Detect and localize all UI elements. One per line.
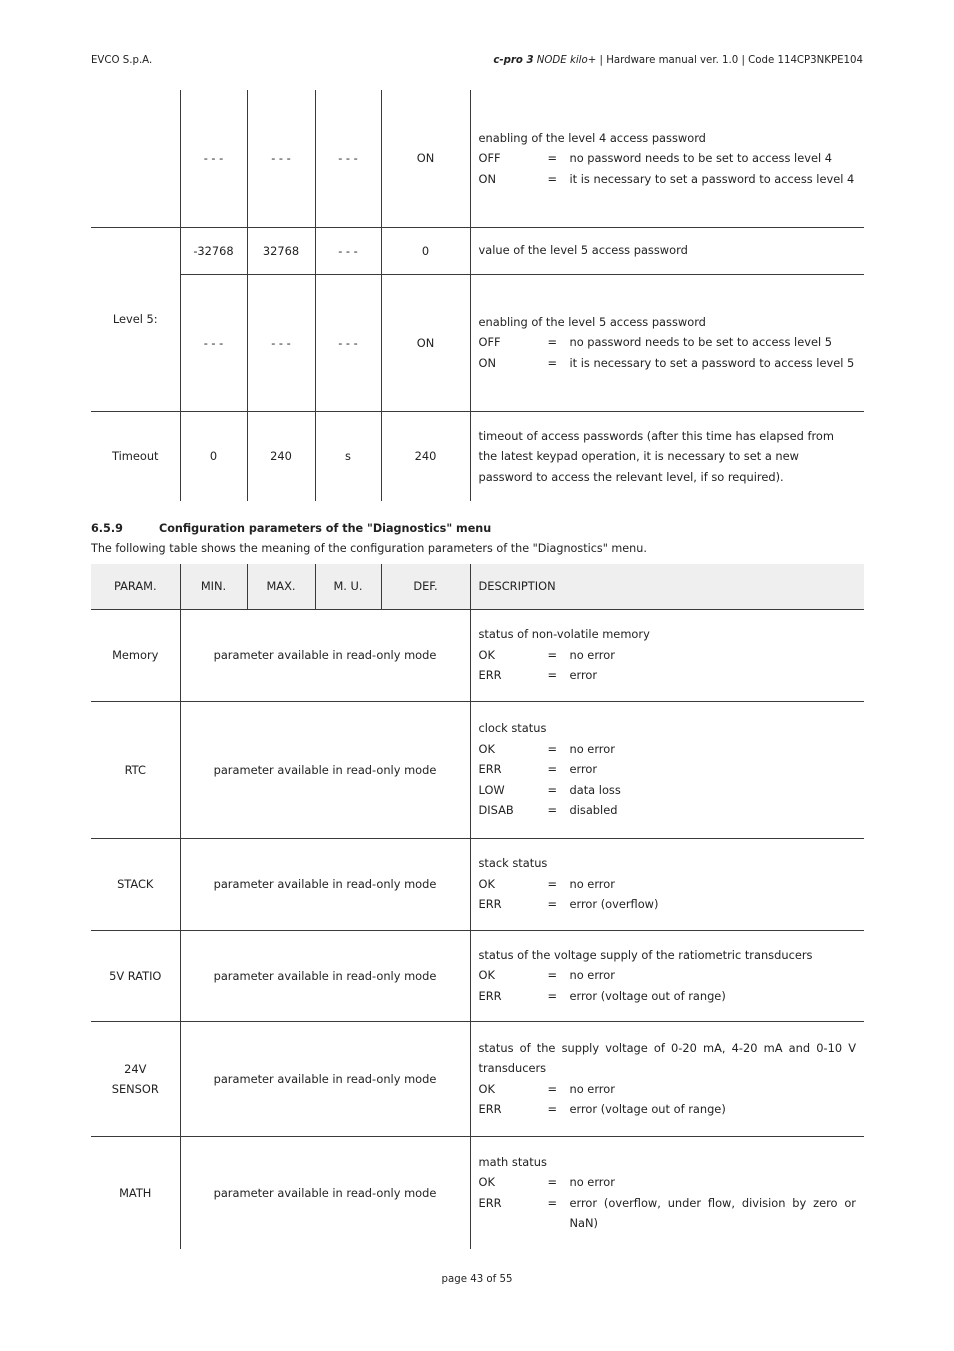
param-cell: STACK xyxy=(91,838,180,930)
description-cell xyxy=(470,90,864,227)
table-row xyxy=(91,1021,864,1136)
option-code: OK xyxy=(478,1081,495,1096)
description-title: status of non-volatile memory xyxy=(478,627,650,642)
option-text: error (voltage out of range) xyxy=(569,1102,726,1116)
min-cell: 0 xyxy=(180,411,247,501)
option-text: error xyxy=(569,762,598,777)
option-equals: = xyxy=(547,171,558,186)
table-row xyxy=(91,701,864,838)
option-equals: = xyxy=(547,355,558,370)
param-cell: 5V RATIO xyxy=(91,930,180,1021)
option-equals: = xyxy=(547,782,558,797)
option-code: OFF xyxy=(478,335,501,350)
option-text: error xyxy=(569,668,598,683)
read-only-cell: parameter available in read-only mode xyxy=(180,609,470,701)
option-row xyxy=(479,965,857,986)
option-code: OK xyxy=(478,876,495,891)
option-row xyxy=(479,894,857,915)
header-min: MIN. xyxy=(180,564,247,609)
min-cell: - - - xyxy=(180,90,247,227)
description-cell xyxy=(470,274,864,411)
option-row xyxy=(479,1172,857,1193)
option-code: OK xyxy=(478,647,495,662)
option-text: it is necessary to set a password to access level 5 xyxy=(569,355,855,370)
description-cell xyxy=(470,930,864,1021)
read-only-cell: parameter available in read-only mode xyxy=(180,701,470,838)
product-model: NODE kilo+ xyxy=(536,55,597,66)
description-cell xyxy=(470,609,864,701)
option-text: error (overflow, under flow, division by zero or NaN) xyxy=(569,1195,856,1231)
manual-info: | Hardware manual ver. 1.0 | Code 114CP3NKPE104 xyxy=(596,55,863,66)
option-text: no password needs to be set to access level 4 xyxy=(569,151,832,165)
option-text: no error xyxy=(569,741,615,756)
description-title: math status xyxy=(478,1154,547,1169)
read-only-cell: parameter available in read-only mode xyxy=(180,1136,470,1249)
option-equals: = xyxy=(547,1195,558,1210)
page-number: page 43 of 55 xyxy=(441,1274,513,1285)
section-intro: The following table shows the meaning of the configuration parameters of the "Diagnostics" menu. xyxy=(91,542,647,555)
header-default: DEF. xyxy=(381,564,470,609)
description-title: clock status xyxy=(478,721,547,736)
option-row xyxy=(479,739,857,760)
option-text: error (overflow) xyxy=(569,897,659,912)
option-equals: = xyxy=(547,968,558,983)
option-row xyxy=(479,332,857,353)
option-text: error (voltage out of range) xyxy=(569,988,726,1003)
option-text: no error xyxy=(569,1175,615,1190)
table-row xyxy=(91,90,864,227)
option-equals: = xyxy=(547,988,558,1003)
option-row xyxy=(479,800,857,821)
table-row xyxy=(91,274,864,411)
max-cell: 240 xyxy=(247,411,315,501)
default-cell: 0 xyxy=(381,227,470,274)
option-code: ERR xyxy=(478,988,502,1003)
option-equals: = xyxy=(547,668,558,683)
option-equals: = xyxy=(547,647,558,662)
param-cell: Timeout xyxy=(91,411,180,501)
option-equals: = xyxy=(547,741,558,756)
description-cell xyxy=(470,838,864,930)
default-cell: 240 xyxy=(381,411,470,501)
description-cell xyxy=(470,411,864,501)
option-equals: = xyxy=(547,1081,558,1096)
option-equals: = xyxy=(547,335,558,350)
param-cell: MATH xyxy=(91,1136,180,1249)
section-heading xyxy=(91,522,491,535)
option-code: ON xyxy=(478,171,496,186)
diagnostics-parameters-table xyxy=(91,564,864,1249)
table-header-row xyxy=(91,564,864,609)
option-equals: = xyxy=(547,762,558,777)
option-code: ERR xyxy=(478,1195,502,1210)
max-cell: 32768 xyxy=(247,227,315,274)
option-equals: = xyxy=(547,1175,558,1190)
table-row xyxy=(91,838,864,930)
document-info xyxy=(493,55,863,66)
option-code: ON xyxy=(478,355,496,370)
company-name: EVCO S.p.A. xyxy=(91,55,153,66)
description-title: status of the voltage supply of the ratiometric transducers xyxy=(478,947,813,962)
security-parameters-table xyxy=(91,90,864,501)
option-row xyxy=(479,780,857,801)
min-cell: - - - xyxy=(180,274,247,411)
option-row xyxy=(479,1193,857,1234)
option-equals: = xyxy=(547,897,558,912)
table-row xyxy=(91,609,864,701)
read-only-cell: parameter available in read-only mode xyxy=(180,838,470,930)
param-line: 24V xyxy=(124,1061,147,1076)
option-equals: = xyxy=(547,151,558,165)
option-code: ERR xyxy=(478,762,502,777)
table-row xyxy=(91,930,864,1021)
option-row xyxy=(479,1079,857,1100)
unit-cell: s xyxy=(315,411,381,501)
read-only-cell: parameter available in read-only mode xyxy=(180,1021,470,1136)
default-cell: ON xyxy=(381,90,470,227)
option-row xyxy=(479,759,857,780)
option-text: no error xyxy=(569,647,615,662)
option-code: OK xyxy=(478,741,495,756)
page-header xyxy=(91,55,863,71)
description-cell xyxy=(470,1021,864,1136)
option-row xyxy=(479,169,857,190)
table-row xyxy=(91,411,864,501)
option-text: no password needs to be set to access level 5 xyxy=(569,335,832,350)
unit-cell: - - - xyxy=(315,274,381,411)
option-code: ERR xyxy=(478,897,502,912)
option-code: OFF xyxy=(478,151,501,165)
read-only-cell: parameter available in read-only mode xyxy=(180,930,470,1021)
description-title: status of the supply voltage of 0-20 mA, 4-20 mA and 0-10 V transducers xyxy=(478,1040,856,1075)
option-code: ERR xyxy=(478,1102,502,1116)
option-row xyxy=(479,148,857,169)
header-max: MAX. xyxy=(247,564,315,609)
description-title: stack status xyxy=(478,856,548,871)
option-row xyxy=(479,874,857,895)
option-row xyxy=(479,353,857,374)
option-equals: = xyxy=(547,1102,558,1116)
description-cell xyxy=(470,701,864,838)
max-cell: - - - xyxy=(247,90,315,227)
param-cell: Level 5: xyxy=(91,227,180,411)
param-cell xyxy=(91,1021,180,1136)
option-equals: = xyxy=(547,803,558,818)
option-text: no error xyxy=(569,876,615,891)
option-row xyxy=(479,665,857,686)
product-name: c-pro 3 xyxy=(493,55,534,66)
option-text: it is necessary to set a password to access level 4 xyxy=(569,171,855,186)
option-code: LOW xyxy=(478,782,505,797)
option-text: no error xyxy=(569,968,615,983)
option-row xyxy=(479,986,857,1007)
header-unit: M. U. xyxy=(315,564,381,609)
min-cell: -32768 xyxy=(180,227,247,274)
unit-cell: - - - xyxy=(315,227,381,274)
option-code: ERR xyxy=(478,668,502,683)
max-cell: - - - xyxy=(247,274,315,411)
section-number: 6.5.9 xyxy=(91,522,123,535)
description-title: value of the level 5 access password xyxy=(478,243,688,258)
param-line: SENSOR xyxy=(111,1081,159,1096)
param-cell xyxy=(91,90,180,227)
unit-cell: - - - xyxy=(315,90,381,227)
table-row xyxy=(91,1136,864,1249)
section-title: Configuration parameters of the "Diagnostics" menu xyxy=(159,522,492,535)
option-row xyxy=(479,1099,857,1120)
param-cell: Memory xyxy=(91,609,180,701)
option-equals: = xyxy=(547,876,558,891)
option-text: data loss xyxy=(569,782,621,797)
default-cell: ON xyxy=(381,274,470,411)
description-title: enabling of the level 5 access password xyxy=(478,314,706,329)
option-code: OK xyxy=(478,1175,495,1190)
description-cell xyxy=(470,227,864,274)
header-description: DESCRIPTION xyxy=(470,564,864,609)
option-row xyxy=(479,645,857,666)
option-code: OK xyxy=(478,968,495,983)
description-cell xyxy=(470,1136,864,1249)
param-cell: RTC xyxy=(91,701,180,838)
option-text: no error xyxy=(569,1081,615,1096)
table-row xyxy=(91,227,864,274)
option-text: disabled xyxy=(569,803,618,818)
header-param: PARAM. xyxy=(91,564,180,609)
option-code: DISAB xyxy=(478,803,514,818)
description-title: timeout of access passwords (after this time has elapsed from the latest keypad operation, it is necessary to set a new password to access the relevant level, if so required). xyxy=(478,428,834,484)
description-title: enabling of the level 4 access password xyxy=(478,130,706,145)
